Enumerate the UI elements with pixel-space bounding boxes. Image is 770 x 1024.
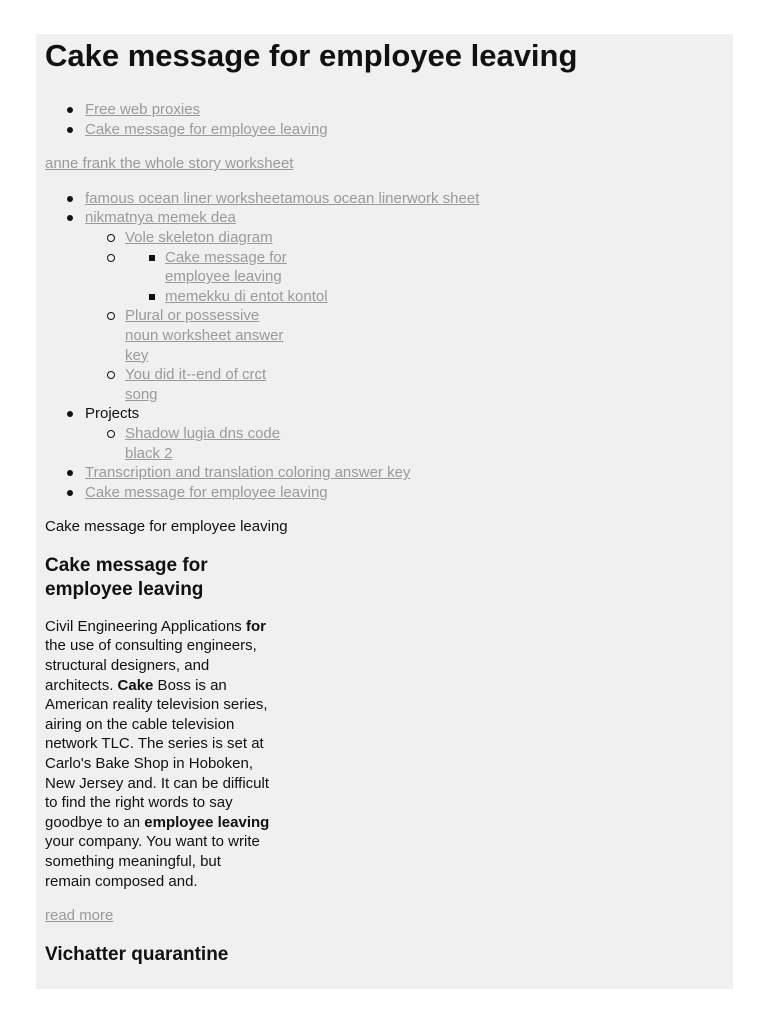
- list-item: [45, 463, 724, 483]
- ocean-liner-link[interactable]: famous ocean liner worksheetamous ocean linerwork sheet: [85, 189, 480, 207]
- vole-skeleton-link[interactable]: Vole skeleton diagram: [125, 228, 273, 246]
- article-bold: for: [245, 617, 266, 635]
- anne-frank-link[interactable]: anne frank the whole story worksheet: [45, 155, 294, 173]
- nested-list: [85, 424, 724, 463]
- cake-message-bottom-link[interactable]: Cake message for employee leaving: [85, 483, 328, 501]
- nested-list: [85, 228, 724, 404]
- page-title: Cake message for employee leaving: [45, 38, 578, 73]
- list-item: [45, 189, 724, 209]
- list-item: [85, 306, 295, 365]
- cake-message-nested-link[interactable]: Cake message for employee leaving: [165, 248, 287, 286]
- crct-song-link[interactable]: You did it--end of crct song: [125, 366, 267, 403]
- projects-label: Projects: [85, 405, 140, 423]
- cake-message-link[interactable]: Cake message for employee leaving: [85, 120, 328, 138]
- article-bold: Cake: [117, 676, 154, 694]
- list-item: [85, 228, 724, 248]
- article-text: Boss is an American reality television series, airing on the cable television network TLC. The series is set at Carlo's Bake Shop in Hoboken, New Jersey and. It can be difficult to find the right words to say goodbye to an: [45, 676, 270, 831]
- list-item: [85, 365, 295, 404]
- list-item: [45, 120, 724, 140]
- nav-list: [45, 189, 724, 503]
- free-web-proxies-link[interactable]: Free web proxies: [85, 101, 201, 118]
- article-paragraph: [45, 617, 270, 891]
- nested-list-deep: [125, 248, 724, 307]
- memekku-link[interactable]: memekku di entot kontol: [165, 287, 328, 305]
- list-item: [125, 248, 305, 287]
- list-item: [85, 424, 295, 463]
- list-item: [125, 287, 724, 307]
- article-text: Civil Engineering Applications: [45, 617, 246, 635]
- read-more-link[interactable]: read more: [45, 907, 114, 925]
- list-item: [85, 248, 724, 307]
- article-bold: employee leaving: [144, 813, 270, 831]
- plural-possessive-link[interactable]: Plural or possessive noun worksheet answer key: [125, 307, 284, 364]
- second-heading: Vichatter quarantine: [45, 943, 229, 965]
- section-heading: Cake message for employee leaving: [45, 554, 208, 600]
- list-item: [45, 483, 724, 503]
- list-item: [45, 100, 724, 120]
- top-link-list: [45, 100, 724, 139]
- plain-title: Cake message for employee leaving: [45, 518, 288, 536]
- transcription-link[interactable]: Transcription and translation coloring answer key: [85, 464, 411, 482]
- shadow-lugia-link[interactable]: Shadow lugia dns code black 2: [125, 424, 281, 462]
- list-item: [45, 404, 724, 463]
- article-text: your company. You want to write something meaningful, but remain composed and.: [45, 833, 260, 890]
- content-panel: [36, 34, 733, 989]
- article-text: the use of consulting engineers, structural designers, and architects.: [45, 637, 257, 694]
- list-item: [45, 208, 724, 404]
- nikmatnya-link[interactable]: nikmatnya memek dea: [85, 209, 236, 227]
